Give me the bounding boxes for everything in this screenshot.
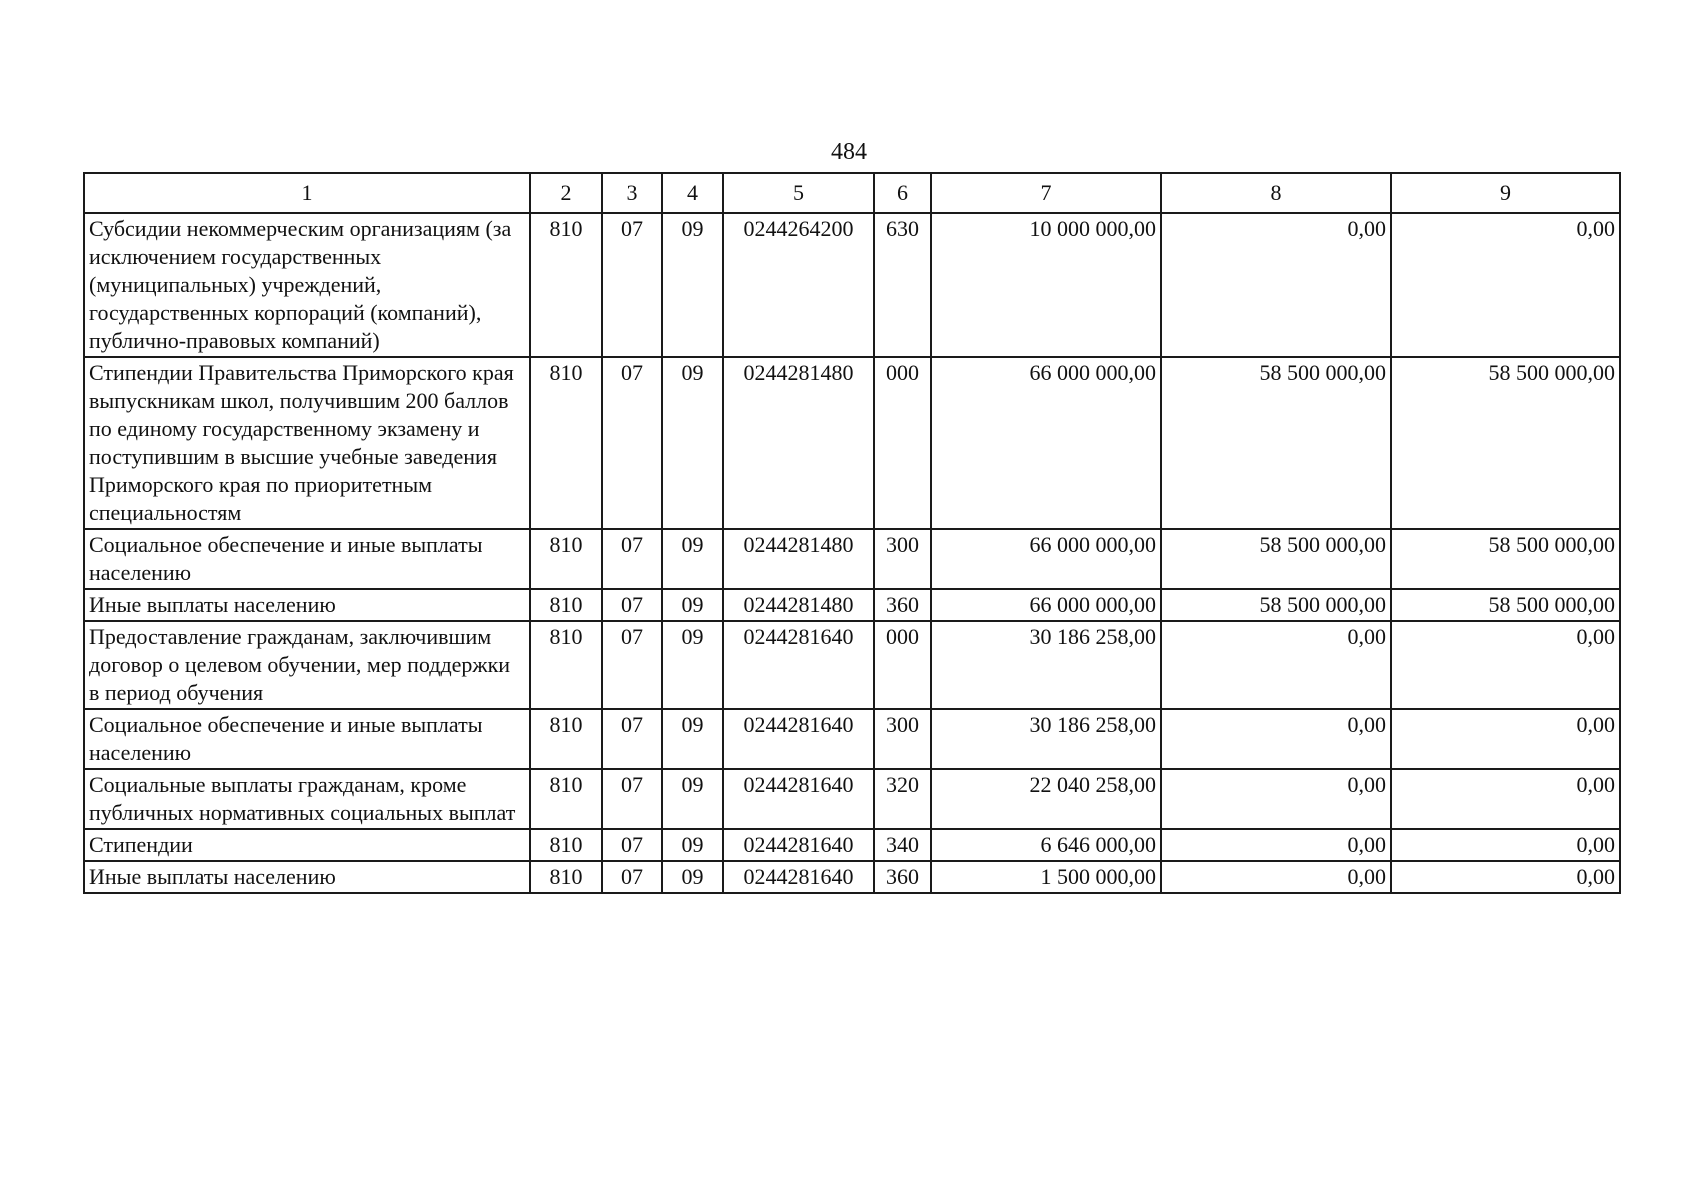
column-header: 5 — [723, 173, 874, 213]
table-row — [84, 213, 1620, 357]
amount-col8-cell: 0,00 — [1161, 213, 1391, 357]
target-code-cell: 0244264200 — [723, 213, 874, 357]
target-code-cell: 0244281640 — [723, 861, 874, 893]
section-code-cell: 07 — [602, 769, 662, 829]
table-row — [84, 861, 1620, 893]
target-code-cell: 0244281480 — [723, 357, 874, 529]
column-header: 7 — [931, 173, 1161, 213]
row-name-cell: Предоставление гражданам, заключившим договор о целевом обучении, мер поддержки в период обучения — [84, 621, 530, 709]
admin-code-cell: 810 — [530, 621, 602, 709]
row-name-cell: Стипендии Правительства Приморского края выпускникам школ, получившим 200 баллов по единому государственному экзамену и поступившим в высшие учебные заведения Приморского края по приоритетным специальностям — [84, 357, 530, 529]
section-code-cell: 07 — [602, 709, 662, 769]
expense-type-cell: 360 — [874, 861, 931, 893]
admin-code-cell: 810 — [530, 709, 602, 769]
target-code-cell: 0244281640 — [723, 769, 874, 829]
amount-col7-cell: 66 000 000,00 — [931, 357, 1161, 529]
amount-col7-cell: 30 186 258,00 — [931, 621, 1161, 709]
amount-col8-cell: 0,00 — [1161, 861, 1391, 893]
column-header: 2 — [530, 173, 602, 213]
column-header: 8 — [1161, 173, 1391, 213]
amount-col9-cell: 0,00 — [1391, 769, 1620, 829]
target-code-cell: 0244281480 — [723, 589, 874, 621]
column-header: 9 — [1391, 173, 1620, 213]
amount-col9-cell: 0,00 — [1391, 861, 1620, 893]
row-name-cell: Субсидии некоммерческим организациям (за исключением государственных (муниципальных) учреждений, государственных корпораций (компаний), публично-правовых компаний) — [84, 213, 530, 357]
expense-type-cell: 320 — [874, 769, 931, 829]
admin-code-cell: 810 — [530, 861, 602, 893]
expense-type-cell: 630 — [874, 213, 931, 357]
amount-col7-cell: 10 000 000,00 — [931, 213, 1161, 357]
admin-code-cell: 810 — [530, 769, 602, 829]
table-row — [84, 829, 1620, 861]
section-code-cell: 07 — [602, 861, 662, 893]
expense-type-cell: 360 — [874, 589, 931, 621]
section-code-cell: 07 — [602, 529, 662, 589]
row-name-cell: Социальные выплаты гражданам, кроме публичных нормативных социальных выплат — [84, 769, 530, 829]
row-name-cell: Иные выплаты населению — [84, 861, 530, 893]
expense-type-cell: 300 — [874, 529, 931, 589]
target-code-cell: 0244281640 — [723, 829, 874, 861]
admin-code-cell: 810 — [530, 357, 602, 529]
row-name-cell: Социальное обеспечение и иные выплаты населению — [84, 529, 530, 589]
subsection-code-cell: 09 — [662, 213, 723, 357]
section-code-cell: 07 — [602, 829, 662, 861]
table-row — [84, 529, 1620, 589]
amount-col8-cell: 58 500 000,00 — [1161, 357, 1391, 529]
table-row — [84, 357, 1620, 529]
target-code-cell: 0244281640 — [723, 709, 874, 769]
amount-col8-cell: 58 500 000,00 — [1161, 529, 1391, 589]
subsection-code-cell: 09 — [662, 589, 723, 621]
amount-col7-cell: 66 000 000,00 — [931, 529, 1161, 589]
amount-col8-cell: 58 500 000,00 — [1161, 589, 1391, 621]
amount-col8-cell: 0,00 — [1161, 769, 1391, 829]
amount-col7-cell: 30 186 258,00 — [931, 709, 1161, 769]
admin-code-cell: 810 — [530, 213, 602, 357]
section-code-cell: 07 — [602, 621, 662, 709]
subsection-code-cell: 09 — [662, 621, 723, 709]
amount-col8-cell: 0,00 — [1161, 709, 1391, 769]
amount-col7-cell: 22 040 258,00 — [931, 769, 1161, 829]
amount-col9-cell: 58 500 000,00 — [1391, 589, 1620, 621]
admin-code-cell: 810 — [530, 589, 602, 621]
amount-col9-cell: 58 500 000,00 — [1391, 529, 1620, 589]
section-code-cell: 07 — [602, 357, 662, 529]
column-header: 3 — [602, 173, 662, 213]
subsection-code-cell: 09 — [662, 357, 723, 529]
amount-col7-cell: 1 500 000,00 — [931, 861, 1161, 893]
table-body — [84, 213, 1620, 893]
target-code-cell: 0244281480 — [723, 529, 874, 589]
column-header: 1 — [84, 173, 530, 213]
admin-code-cell: 810 — [530, 529, 602, 589]
budget-table — [83, 172, 1621, 894]
table-row — [84, 621, 1620, 709]
amount-col8-cell: 0,00 — [1161, 621, 1391, 709]
header-row — [84, 173, 1620, 213]
table-row — [84, 709, 1620, 769]
expense-type-cell: 000 — [874, 357, 931, 529]
page-number: 484 — [831, 139, 867, 165]
subsection-code-cell: 09 — [662, 769, 723, 829]
table-row — [84, 589, 1620, 621]
section-code-cell: 07 — [602, 213, 662, 357]
subsection-code-cell: 09 — [662, 709, 723, 769]
subsection-code-cell: 09 — [662, 829, 723, 861]
amount-col8-cell: 0,00 — [1161, 829, 1391, 861]
column-header: 4 — [662, 173, 723, 213]
subsection-code-cell: 09 — [662, 861, 723, 893]
admin-code-cell: 810 — [530, 829, 602, 861]
amount-col7-cell: 6 646 000,00 — [931, 829, 1161, 861]
amount-col7-cell: 66 000 000,00 — [931, 589, 1161, 621]
target-code-cell: 0244281640 — [723, 621, 874, 709]
expense-type-cell: 300 — [874, 709, 931, 769]
subsection-code-cell: 09 — [662, 529, 723, 589]
column-header: 6 — [874, 173, 931, 213]
amount-col9-cell: 0,00 — [1391, 709, 1620, 769]
amount-col9-cell: 0,00 — [1391, 621, 1620, 709]
table-row — [84, 769, 1620, 829]
row-name-cell: Социальное обеспечение и иные выплаты населению — [84, 709, 530, 769]
section-code-cell: 07 — [602, 589, 662, 621]
amount-col9-cell: 0,00 — [1391, 213, 1620, 357]
amount-col9-cell: 58 500 000,00 — [1391, 357, 1620, 529]
expense-type-cell: 340 — [874, 829, 931, 861]
amount-col9-cell: 0,00 — [1391, 829, 1620, 861]
row-name-cell: Иные выплаты населению — [84, 589, 530, 621]
row-name-cell: Стипендии — [84, 829, 530, 861]
expense-type-cell: 000 — [874, 621, 931, 709]
